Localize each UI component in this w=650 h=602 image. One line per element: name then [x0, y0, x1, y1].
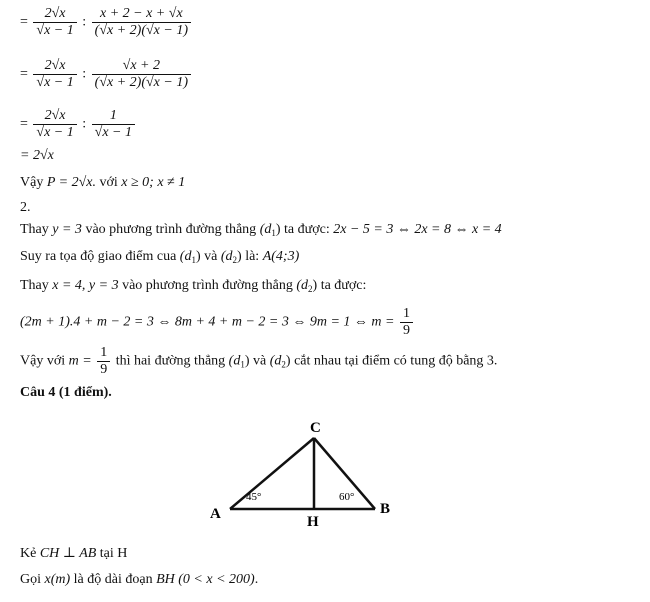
fraction: $\frac{1}{9}$: [97, 345, 110, 378]
label-h: H: [307, 514, 319, 530]
conclusion: Vậy P = 2√x. với x ≥ 0; x ≠ 1: [20, 175, 186, 190]
step-3-equation: = $\frac{2√x}{√x - 1}$ : $\frac{1}{√x - 1}$: [20, 108, 137, 141]
fraction: $\frac{2√x}{√x - 1}$: [33, 58, 76, 91]
fraction: $\frac{1}{9}$: [400, 306, 413, 339]
angle-a-label: 45°: [246, 491, 262, 503]
step-1-equation: = $\frac{2√x}{√x - 1}$ : $\frac{x + 2 - x + √x}{(√x + 2)(√x - 1)}$: [20, 6, 193, 39]
segment-ac: [230, 438, 314, 509]
step-4-result: = 2√x: [20, 148, 54, 163]
paragraph-intersection: Suy ra tọa độ giao điểm cua $(d_1)$ và $(d_2)$ là: A(4;3): [20, 249, 300, 265]
paragraph-substitute-xy: Thay x = 4, y = 3 vào phương trình đường thẳng $(d_2)$ ta được:: [20, 278, 367, 294]
fraction: $\frac{√x + 2}{(√x + 2)(√x - 1)}$: [92, 58, 191, 91]
paragraph-define-x: Gọi x(m) là độ dài đoạn BH (0 < x < 200).: [20, 572, 259, 587]
label-a: A: [210, 506, 221, 522]
label-b: B: [380, 501, 391, 517]
label-c: C: [310, 420, 321, 436]
step-2-equation: = $\frac{2√x}{√x - 1}$ : $\frac{√x + 2}{(√x + 2)(√x - 1)}$: [20, 58, 193, 91]
paragraph-draw-ch: Kẻ CH ⊥ AB tại H: [20, 546, 128, 561]
part-2-label: 2.: [20, 200, 31, 215]
fraction: $\frac{2√x}{√x - 1}$: [33, 108, 76, 141]
equation-solve-m: (2m + 1).4 + m − 2 = 3 ⇔ 8m + 4 + m − 2 = 3 ⇔ 9m = 1 ⇔ m = $\frac{1}{9}$: [20, 306, 415, 339]
angle-b-label: 60°: [339, 491, 355, 503]
fraction: $\frac{2√x}{√x - 1}$: [33, 6, 76, 39]
triangle-figure: [200, 412, 430, 532]
paragraph-substitute-y: Thay y = 3 vào phương trình đường thẳng $(d_1)$ ta được: 2x − 5 = 3 ⇔ 2x = 8 ⇔ x = 4: [20, 222, 502, 238]
fraction: $\frac{1}{√x - 1}$: [92, 108, 135, 141]
question-4-heading: Câu 4 (1 điểm).: [20, 385, 112, 400]
paragraph-conclusion-m: Vậy với m = $\frac{1}{9}$ thì hai đường thẳng $(d_1)$ và $(d_2)$ cắt nhau tại điểm có tung độ bằng 3.: [20, 345, 498, 377]
fraction: $\frac{x + 2 - x + √x}{(√x + 2)(√x - 1)}$: [92, 6, 191, 39]
